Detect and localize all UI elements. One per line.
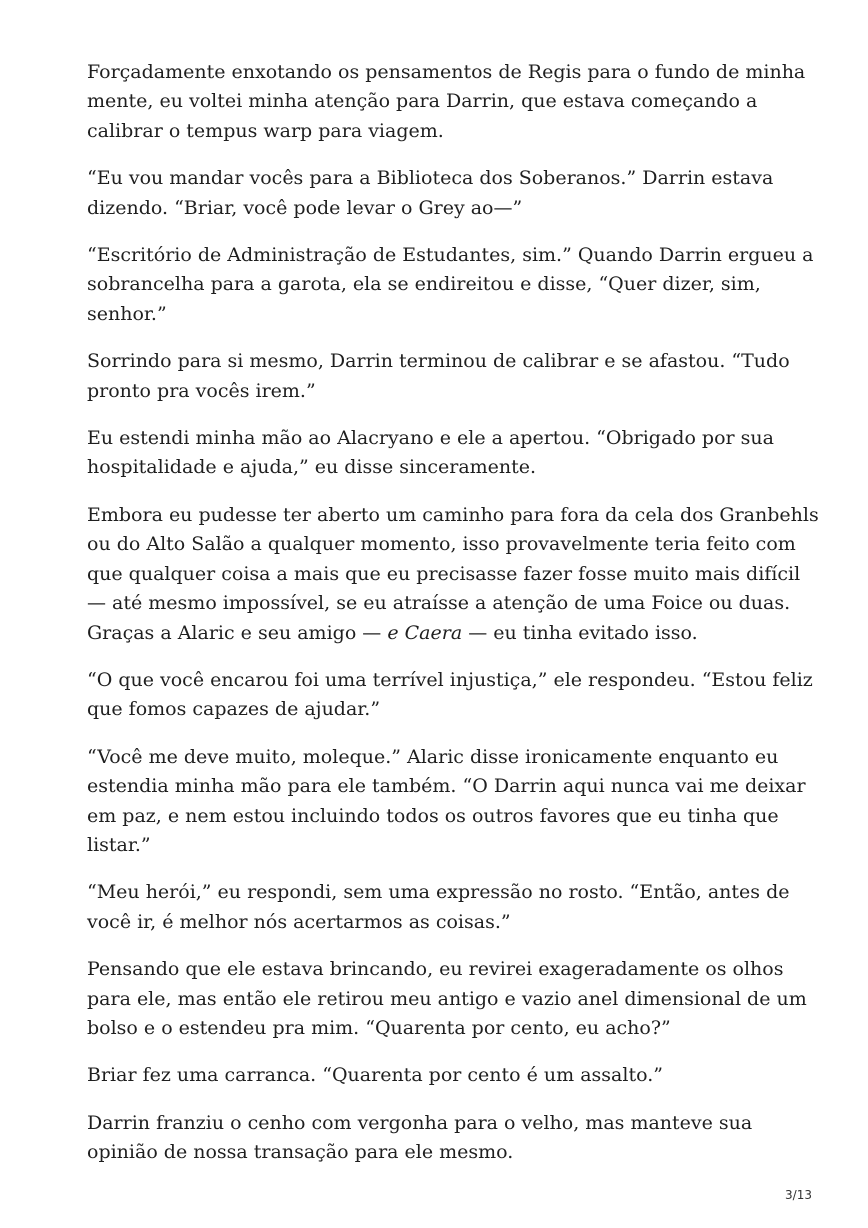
text-line: “O que você encarou foi uma terrível injustiça,” ele respondeu. “Estou feliz [87,668,813,691]
paragraph-3 [87,241,814,329]
paragraph-12 [87,1109,787,1168]
paragraph-7 [87,666,813,725]
text-line: opinião de nossa transação para ele mesmo. [87,1141,514,1164]
text-line: mente, eu voltei minha atenção para Darrin, que estava começando a [87,90,758,113]
text-line: Embora eu pudesse ter aberto um caminho para fora da cela dos Granbehls [87,503,819,526]
text-line: sobrancelha para a garota, ela se endireitou e disse, “Quer dizer, sim, [87,273,761,296]
paragraph-9 [87,878,790,937]
paragraph-6 [87,501,819,648]
text-line [87,619,787,648]
text-line: calibrar o tempus warp para viagem. [87,119,444,142]
text-line: dizendo. “Briar, você pode levar o Grey ao—” [87,196,523,219]
paragraph-11 [87,1061,787,1090]
text-line: que qualquer coisa a mais que eu precisasse fazer fosse muito mais difícil [87,562,801,585]
text-line: — até mesmo impossível, se eu atraísse a atenção de uma Foice ou duas. [87,592,791,615]
paragraph-4 [87,347,790,406]
text-line: Darrin franziu o cenho com vergonha para o velho, mas manteve sua [87,1111,753,1134]
text-line: em paz, e nem estou incluindo todos os outros favores que eu tinha que [87,804,779,827]
text-line: Eu estendi minha mão ao Alacryano e ele a apertou. “Obrigado por sua [87,427,774,450]
italic-name: e Caera [387,621,463,644]
text-line: listar.” [87,833,151,856]
text-line: que fomos capazes de ajudar.” [87,698,381,721]
paragraph-2 [87,164,787,223]
text-line: senhor.” [87,302,167,325]
paragraph-10 [87,955,807,1043]
text-line: “Você me deve muito, moleque.” Alaric disse ironicamente enquanto eu [87,745,779,768]
text-line: ou do Alto Salão a qualquer momento, isso provavelmente teria feito com [87,533,796,556]
text-line: você ir, é melhor nós acertarmos as coisas.” [87,910,511,933]
text-segment: Graças a Alaric e seu amigo — [87,621,388,644]
text-line: estendia minha mão para ele também. “O Darrin aqui nunca vai me deixar [87,775,806,798]
text-line: para ele, mas então ele retirou meu antigo e vazio anel dimensional de um [87,987,807,1010]
text-line: “Eu vou mandar vocês para a Biblioteca dos Soberanos.” Darrin estava [87,167,774,190]
text-line: Sorrindo para si mesmo, Darrin terminou de calibrar e se afastou. “Tudo [87,350,790,373]
document-body [87,58,819,1186]
text-line: hospitalidade e ajuda,” eu disse sinceramente. [87,456,537,479]
text-segment: — eu tinha evitado isso. [462,621,698,644]
text-line: Forçadamente enxotando os pensamentos de Regis para o fundo de minha [87,61,806,83]
text-line: “Meu herói,” eu respondi, sem uma expressão no rosto. “Então, antes de [87,881,790,904]
paragraph-1 [87,58,806,146]
paragraph-5 [87,424,787,483]
text-line: Briar fez uma carranca. “Quarenta por cento é um assalto.” [87,1064,663,1087]
text-line: pronto pra vocês irem.” [87,379,316,402]
text-line: “Escritório de Administração de Estudantes, sim.” Quando Darrin ergueu a [87,244,814,267]
paragraph-8 [87,743,806,861]
page-number: 3/13 [785,1188,812,1202]
text-line: bolso e o estendeu pra mim. “Quarenta por cento, eu acho?” [87,1016,671,1039]
text-line: Pensando que ele estava brincando, eu revirei exageradamente os olhos [87,958,784,981]
